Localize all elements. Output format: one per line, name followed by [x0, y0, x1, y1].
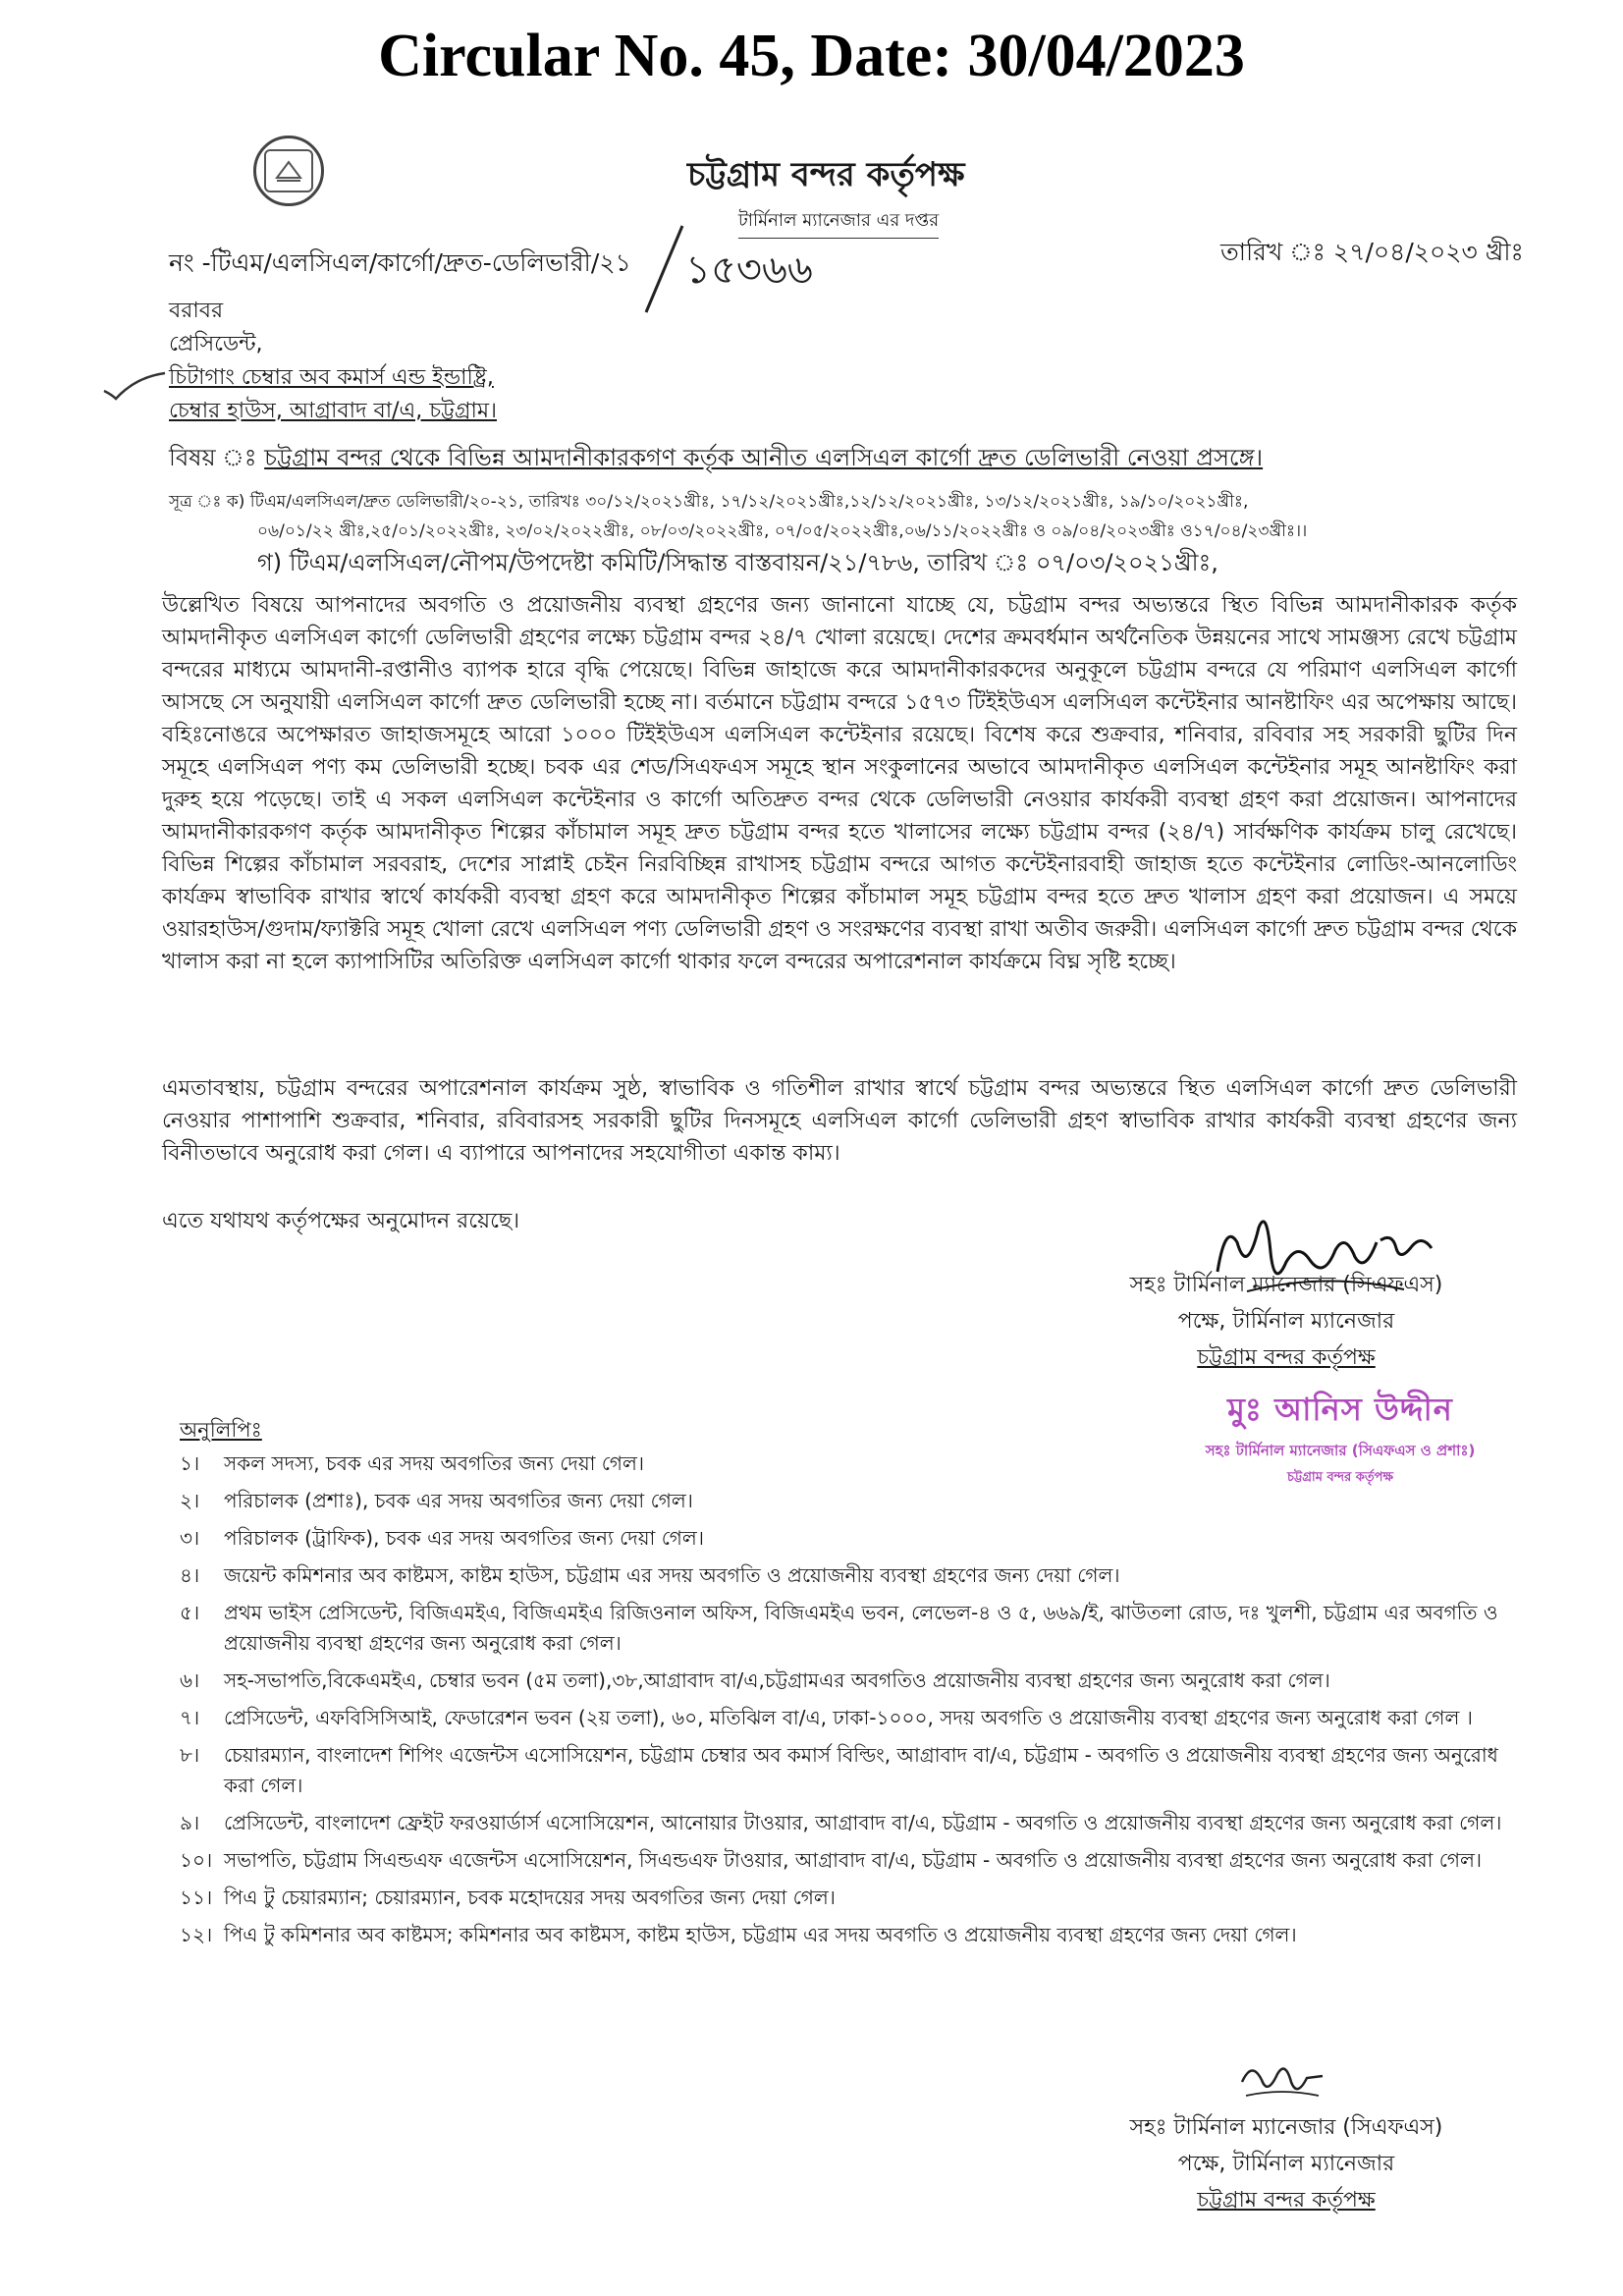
memo-number: নং -টিএম/এলসিএল/কার্গো/দ্রুত-ডেলিভারী/২১	[169, 248, 631, 277]
list-item-text: সহ-সভাপতি,বিকেএমইএ, চেম্বার ভবন (৫ম তলা),৩৮,আগ্রাবাদ বা/এ,চট্টগ্রামএর অবগতিও প্রয়োজনীয় ব্যবস্থা গ্রহণের জন্য অনুরোধ করা গেল।	[224, 1668, 1330, 1692]
signatory-organization: চট্টগ্রাম বন্দর কর্তৃপক্ষ	[1197, 2188, 1376, 2213]
organization-name: চট্টগ্রাম বন্দর কর্তৃপক্ষ	[687, 155, 965, 194]
list-item-number: ৯।	[180, 1811, 200, 1834]
list-item-number: ৭।	[180, 1706, 200, 1729]
subject-label: বিষয় ঃ	[169, 444, 265, 471]
list-item	[180, 1449, 1525, 1479]
signatory-on-behalf: পক্ষে, টার্মিনাল ম্যানেজার	[1177, 1309, 1395, 1334]
list-item	[180, 1523, 1525, 1554]
list-item-text: প্রেসিডেন্ট, এফবিসিসিআই, ফেডারেশন ভবন (২য় তলা), ৬০, মতিঝিল বা/এ, ঢাকা-১০০০, সদয় অবগতি ও প্রয়োজনীয় ব্যবস্থা গ্রহণের জন্য অনুরোধ করা গেল ।	[224, 1706, 1473, 1729]
list-item-text: সকল সদস্য, চবক এর সদয় অবগতির জন্য দেয়া গেল।	[224, 1451, 645, 1475]
handwritten-number-text: ১৫৩৬৬	[685, 247, 813, 293]
body-paragraph-2: এমতাবস্থায়, চট্টগ্রাম বন্দরের অপারেশনাল কার্যক্রম সুষ্ঠ, স্বাভাবিক ও গতিশীল রাখার স্বার্থে চট্টগ্রাম বন্দর অভ্যন্তরে স্থিত এলসিএল কার্গো দ্রুত ডেলিভারী নেওয়ার পাশাপাশি শুক্রবার, শনিবার, রবিবারসহ সরকারী ছুটির দিনসমূহে এলসিএল কার্গো ডেলিভারী গ্রহণ স্বাভাবিক রাখার কার্যকরী ব্যবস্থা গ্রহণের জন্য বিনীতভাবে অনুরোধ করা গেল। এ ব্যাপারে আপনাদের সহযোগীতা একান্ত কাম্য।	[162, 1076, 1517, 1166]
list-item	[180, 1560, 1525, 1591]
copy-to-heading: অনুলিপিঃ	[180, 1418, 262, 1442]
handwritten-initials	[1232, 2052, 1330, 2106]
reference-line-1: সূত্র ঃ ক) টিএম/এলসিএল/দ্রুত ডেলিভারী/২০-২১, তারিখঃ ৩০/১২/২০২১খ্রীঃ, ১৭/১২/২০২১খ্রীঃ,১২/১২/২০২১খ্রীঃ, ১৩/১২/২০২১খ্রীঃ, ১৯/১০/২০২১খ্রীঃ,	[169, 492, 1249, 512]
list-item-text: জয়েন্ট কমিশনার অব কাষ্টমস, কাষ্টম হাউস, চট্টগ্রাম এর সদয় অবগতি ও প্রয়োজনীয় ব্যবস্থা গ্রহণের জন্য দেয়া গেল।	[224, 1563, 1120, 1587]
copy-to-list	[180, 1449, 1525, 1957]
letter-date: তারিখ ঃ ২৭/০৪/২০২৩ খ্রীঃ	[1220, 238, 1524, 266]
list-item-number: ৮।	[180, 1743, 200, 1767]
check-mark-icon	[100, 371, 169, 401]
list-item-text: প্রেসিডেন্ট, বাংলাদেশ ফ্রেইট ফরওয়ার্ডার্স এসোসিয়েশন, আনোয়ার টাওয়ার, আগ্রাবাদ বা/এ, চট্টগ্রাম - অবগতি ও প্রয়োজনীয় ব্যবস্থা গ্রহণের জন্য অনুরোধ করা গেল।	[224, 1811, 1502, 1834]
list-item-number: ১।	[180, 1451, 200, 1475]
port-authority-logo	[253, 136, 324, 206]
circular-title: Circular No. 45, Date: 30/04/2023	[378, 23, 1245, 89]
list-item-text: চেয়ারম্যান, বাংলাদেশ শিপিং এজেন্টস এসোসিয়েশন, চট্টগ্রাম চেম্বার অব কমার্স বিল্ডিং, আগ্রাবাদ বা/এ, চট্টগ্রাম - অবগতি ও প্রয়োজনীয় ব্যবস্থা গ্রহণের জন্য অনুরোধ করা গেল।	[224, 1743, 1498, 1797]
signatory-organization: চট্টগ্রাম বন্দর কর্তৃপক্ষ	[1197, 1345, 1376, 1370]
body-paragraph-1: উল্লেখিত বিষয়ে আপনাদের অবগতি ও প্রয়োজনীয় ব্যবস্থা গ্রহণের জন্য জানানো যাচ্ছে যে, চট্টগ্রাম বন্দর অভ্যন্তরে স্থিত বিভিন্ন আমদানীকারক কর্তৃক আমদানীকৃত এলসিএল কার্গো ডেলিভারী গ্রহণের লক্ষ্যে চট্টগ্রাম বন্দর ২৪/৭ খোলা রয়েছে। দেশের ক্রমবর্ধমান অর্থনৈতিক উন্নয়নের সাথে সামঞ্জস্য রেখে চট্টগ্রাম বন্দরের মাধ্যমে আমদানী-রপ্তানীও ব্যাপক হারে বৃদ্ধি পেয়েছে। বিভিন্ন জাহাজে করে আমদানীকারকদের অনুকূলে চট্টগ্রাম বন্দরে যে পরিমাণ এলসিএল কার্গো আসছে সে অনুযায়ী এলসিএল কার্গো দ্রুত ডেলিভারী হচ্ছে না। বর্তমানে চট্টগ্রাম বন্দরে ১৫৭৩ টিইইউএস এলসিএল কন্টেইনার আনষ্টাফিং এর অপেক্ষায় আছে। বহিঃনোঙরে অপেক্ষারত জাহাজসমূহে আরো ১০০০ টিইইউএস এলসিএল কন্টেইনার রয়েছে। বিশেষ করে শুক্রবার, শনিবার, রবিবার সহ সরকারী ছুটির দিন সমূহে এলসিএল পণ্য কম ডেলিভারী হচ্ছে। চবক এর শেড/সিএফএস সমূহে স্থান সংকুলানের অভাবে আমদানীকৃত এলসিএল কন্টেইনার সমূহ আনষ্টাফিং করা দুরুহ হয়ে পড়েছে। তাই এ সকল এলসিএল কন্টেইনার ও কার্গো অতিদ্রুত বন্দর থেকে ডেলিভারী নেওয়ার কার্যকরী ব্যবস্থা গ্রহণ করা প্রয়োজন। আপনাদের আমদানীকারকগণ কর্তৃক আমদানীকৃত শিল্পের কাঁচামাল সমূহ দ্রুত চট্টগ্রাম বন্দর হতে খালাসের লক্ষ্যে চট্টগ্রাম বন্দর (২৪/৭) সার্বক্ষণিক কার্যক্রম চালু রেখেছে। বিভিন্ন শিল্পের কাঁচামাল সরবরাহ, দেশের সাপ্লাই চেইন নিরবিচ্ছিন্ন রাখাসহ চট্টগ্রাম বন্দরে আগত কন্টেইনারবাহী জাহাজ হতে কন্টেইনার লোডিং-আনলোডিং কার্যক্রম স্বাভাবিক রাখার স্বার্থে কার্যকরী ব্যবস্থা গ্রহণ করে আমদানীকৃত শিল্পের কাঁচামাল সমূহ চট্টগ্রাম বন্দর হতে দ্রুত খালাস গ্রহণ করা প্রয়োজন। এ সময়ে ওয়ারহাউস/গুদাম/ফ্যাক্টরি সমূহ খোলা রেখে এলসিএল পণ্য ডেলিভারী গ্রহণ ও সংরক্ষণের ব্যবস্থা রাখা অতীব জরুরী। এলসিএল কার্গো দ্রুত চট্টগ্রাম বন্দর থেকে খালাস করা না হলে ক্যাপাসিটির অতিরিক্ত এলসিএল কার্গো থাকার ফলে বন্দরের অপারেশনাল কার্যক্রমে বিঘ্ন সৃষ্টি হচ্ছে।	[162, 593, 1517, 974]
references-block	[169, 487, 1307, 577]
subject-line	[169, 440, 1263, 479]
signatory-designation: সহঃ টার্মিনাল ম্যানেজার (সিএফএস)	[1129, 2115, 1443, 2140]
stamp-name: মুঃ আনিস উদ্দীন	[1227, 1391, 1453, 1428]
logo-emblem-icon	[264, 149, 313, 192]
subject-text: চট্টগ্রাম বন্দর থেকে বিভিন্ন আমদানীকারকগণ কর্তৃক আনীত এলসিএল কার্গো দ্রুত ডেলিভারী নেওয়া প্রসঙ্গে।	[264, 444, 1264, 471]
list-item-number: ৬।	[180, 1668, 200, 1692]
list-item-number: ৫।	[180, 1601, 200, 1624]
reference-line-3: গ) টিএম/এলসিএল/নৌপম/উপদেষ্টা কমিটি/সিদ্ধান্ত বাস্তবায়ন/২১/৭৮৬, তারিখ ঃ ০৭/০৩/২০২১খ্রীঃ,	[257, 549, 1218, 576]
list-item-text: প্রথম ভাইস প্রেসিডেন্ট, বিজিএমইএ, বিজিএমইএ রিজিওনাল অফিস, বিজিএমইএ ভবন, লেভেল-৪ ও ৫, ৬৬৯/ই, ঝাউতলা রোড, দঃ খুলশী, চট্টগ্রাম এর অবগতি ও প্রয়োজনীয় ব্যবস্থা গ্রহণের জন্য অনুরোধ করা গেল।	[224, 1601, 1498, 1655]
addressee-to: বরাবর	[169, 299, 224, 323]
stamp-designation: সহঃ টার্মিনাল ম্যানেজার (সিএফএস ও প্রশাঃ)	[1205, 1442, 1476, 1459]
list-item	[180, 1598, 1525, 1659]
addressee-address: চেম্বার হাউস, আগ্রাবাদ বা/এ, চট্টগ্রাম।	[169, 399, 497, 423]
list-item	[180, 1883, 1525, 1913]
approval-note: এতে যথাযথ কর্তৃপক্ষের অনুমোদন রয়েছে।	[162, 1209, 520, 1233]
list-item	[180, 1808, 1525, 1838]
list-item-number: ১১।	[180, 1886, 213, 1909]
list-item	[180, 1703, 1525, 1733]
signature-block-copy	[1080, 2109, 1492, 2218]
signatory-designation: সহঃ টার্মিনাল ম্যানেজার (সিএফএস)	[1129, 1273, 1443, 1297]
list-item-text: পরিচালক (ট্রাফিক), চবক এর সদয় অবগতির জন্য দেয়া গেল।	[224, 1526, 704, 1550]
list-item-text: সভাপতি, চট্টগ্রাম সিএন্ডএফ এজেন্টস এসোসিয়েশন, সিএন্ডএফ টাওয়ার, আগ্রাবাদ বা/এ, চট্টগ্রাম - অবগতি ও প্রয়োজনীয় ব্যবস্থা গ্রহণের জন্য অনুরোধ করা গেল।	[224, 1848, 1483, 1872]
list-item-number: ১২।	[180, 1923, 213, 1946]
list-item-number: ১০।	[180, 1848, 213, 1872]
signature-block	[1080, 1267, 1492, 1376]
list-item-text: পিএ টু কমিশনার অব কাষ্টমস; কমিশনার অব কাষ্টমস, কাষ্টম হাউস, চট্টগ্রাম এর সদয় অবগতি ও প্রয়োজনীয় ব্যবস্থা গ্রহণের জন্য দেয়া গেল।	[224, 1923, 1297, 1946]
office-name: টার্মিনাল ম্যানেজার এর দপ্তর	[738, 206, 939, 239]
list-item	[180, 1845, 1525, 1876]
stamp-organization: চট্টগ্রাম বন্দর কর্তৃপক্ষ	[1286, 1470, 1393, 1485]
list-item-number: ২।	[180, 1489, 200, 1512]
addressee-designation: প্রেসিডেন্ট,	[169, 332, 263, 356]
list-item	[180, 1666, 1525, 1696]
list-item	[180, 1920, 1525, 1950]
reference-line-2: ০৬/০১/২২ খ্রীঃ,২৫/০১/২০২২খ্রীঃ, ২৩/০২/২০২২খ্রীঃ, ০৮/০৩/২০২২খ্রীঃ, ০৭/০৫/২০২২খ্রীঃ,০৬/১১/২০২২খ্রীঃ ও ০৯/০৪/২০২৩খ্রীঃ ও১৭/০৪/২৩খ্রীঃ।।	[257, 521, 1308, 541]
signatory-on-behalf: পক্ষে, টার্মিনাল ম্যানেজার	[1177, 2152, 1395, 2176]
list-item-text: পরিচালক (প্রশাঃ), চবক এর সদয় অবগতির জন্য দেয়া গেল।	[224, 1489, 693, 1512]
list-item	[180, 1486, 1525, 1516]
list-item-text: পিএ টু চেয়ারম্যান; চেয়ারম্যান, চবক মহোদয়ের সদয় অবগতির জন্য দেয়া গেল।	[224, 1886, 836, 1909]
addressee-organization: চিটাগাং চেম্বার অব কমার্স এন্ড ইন্ডাষ্ট্রি,	[169, 365, 494, 390]
list-item-number: ৪।	[180, 1563, 200, 1587]
addressee-block	[169, 295, 497, 428]
handwritten-number	[638, 218, 864, 316]
list-item-number: ৩।	[180, 1526, 200, 1550]
list-item	[180, 1740, 1525, 1801]
